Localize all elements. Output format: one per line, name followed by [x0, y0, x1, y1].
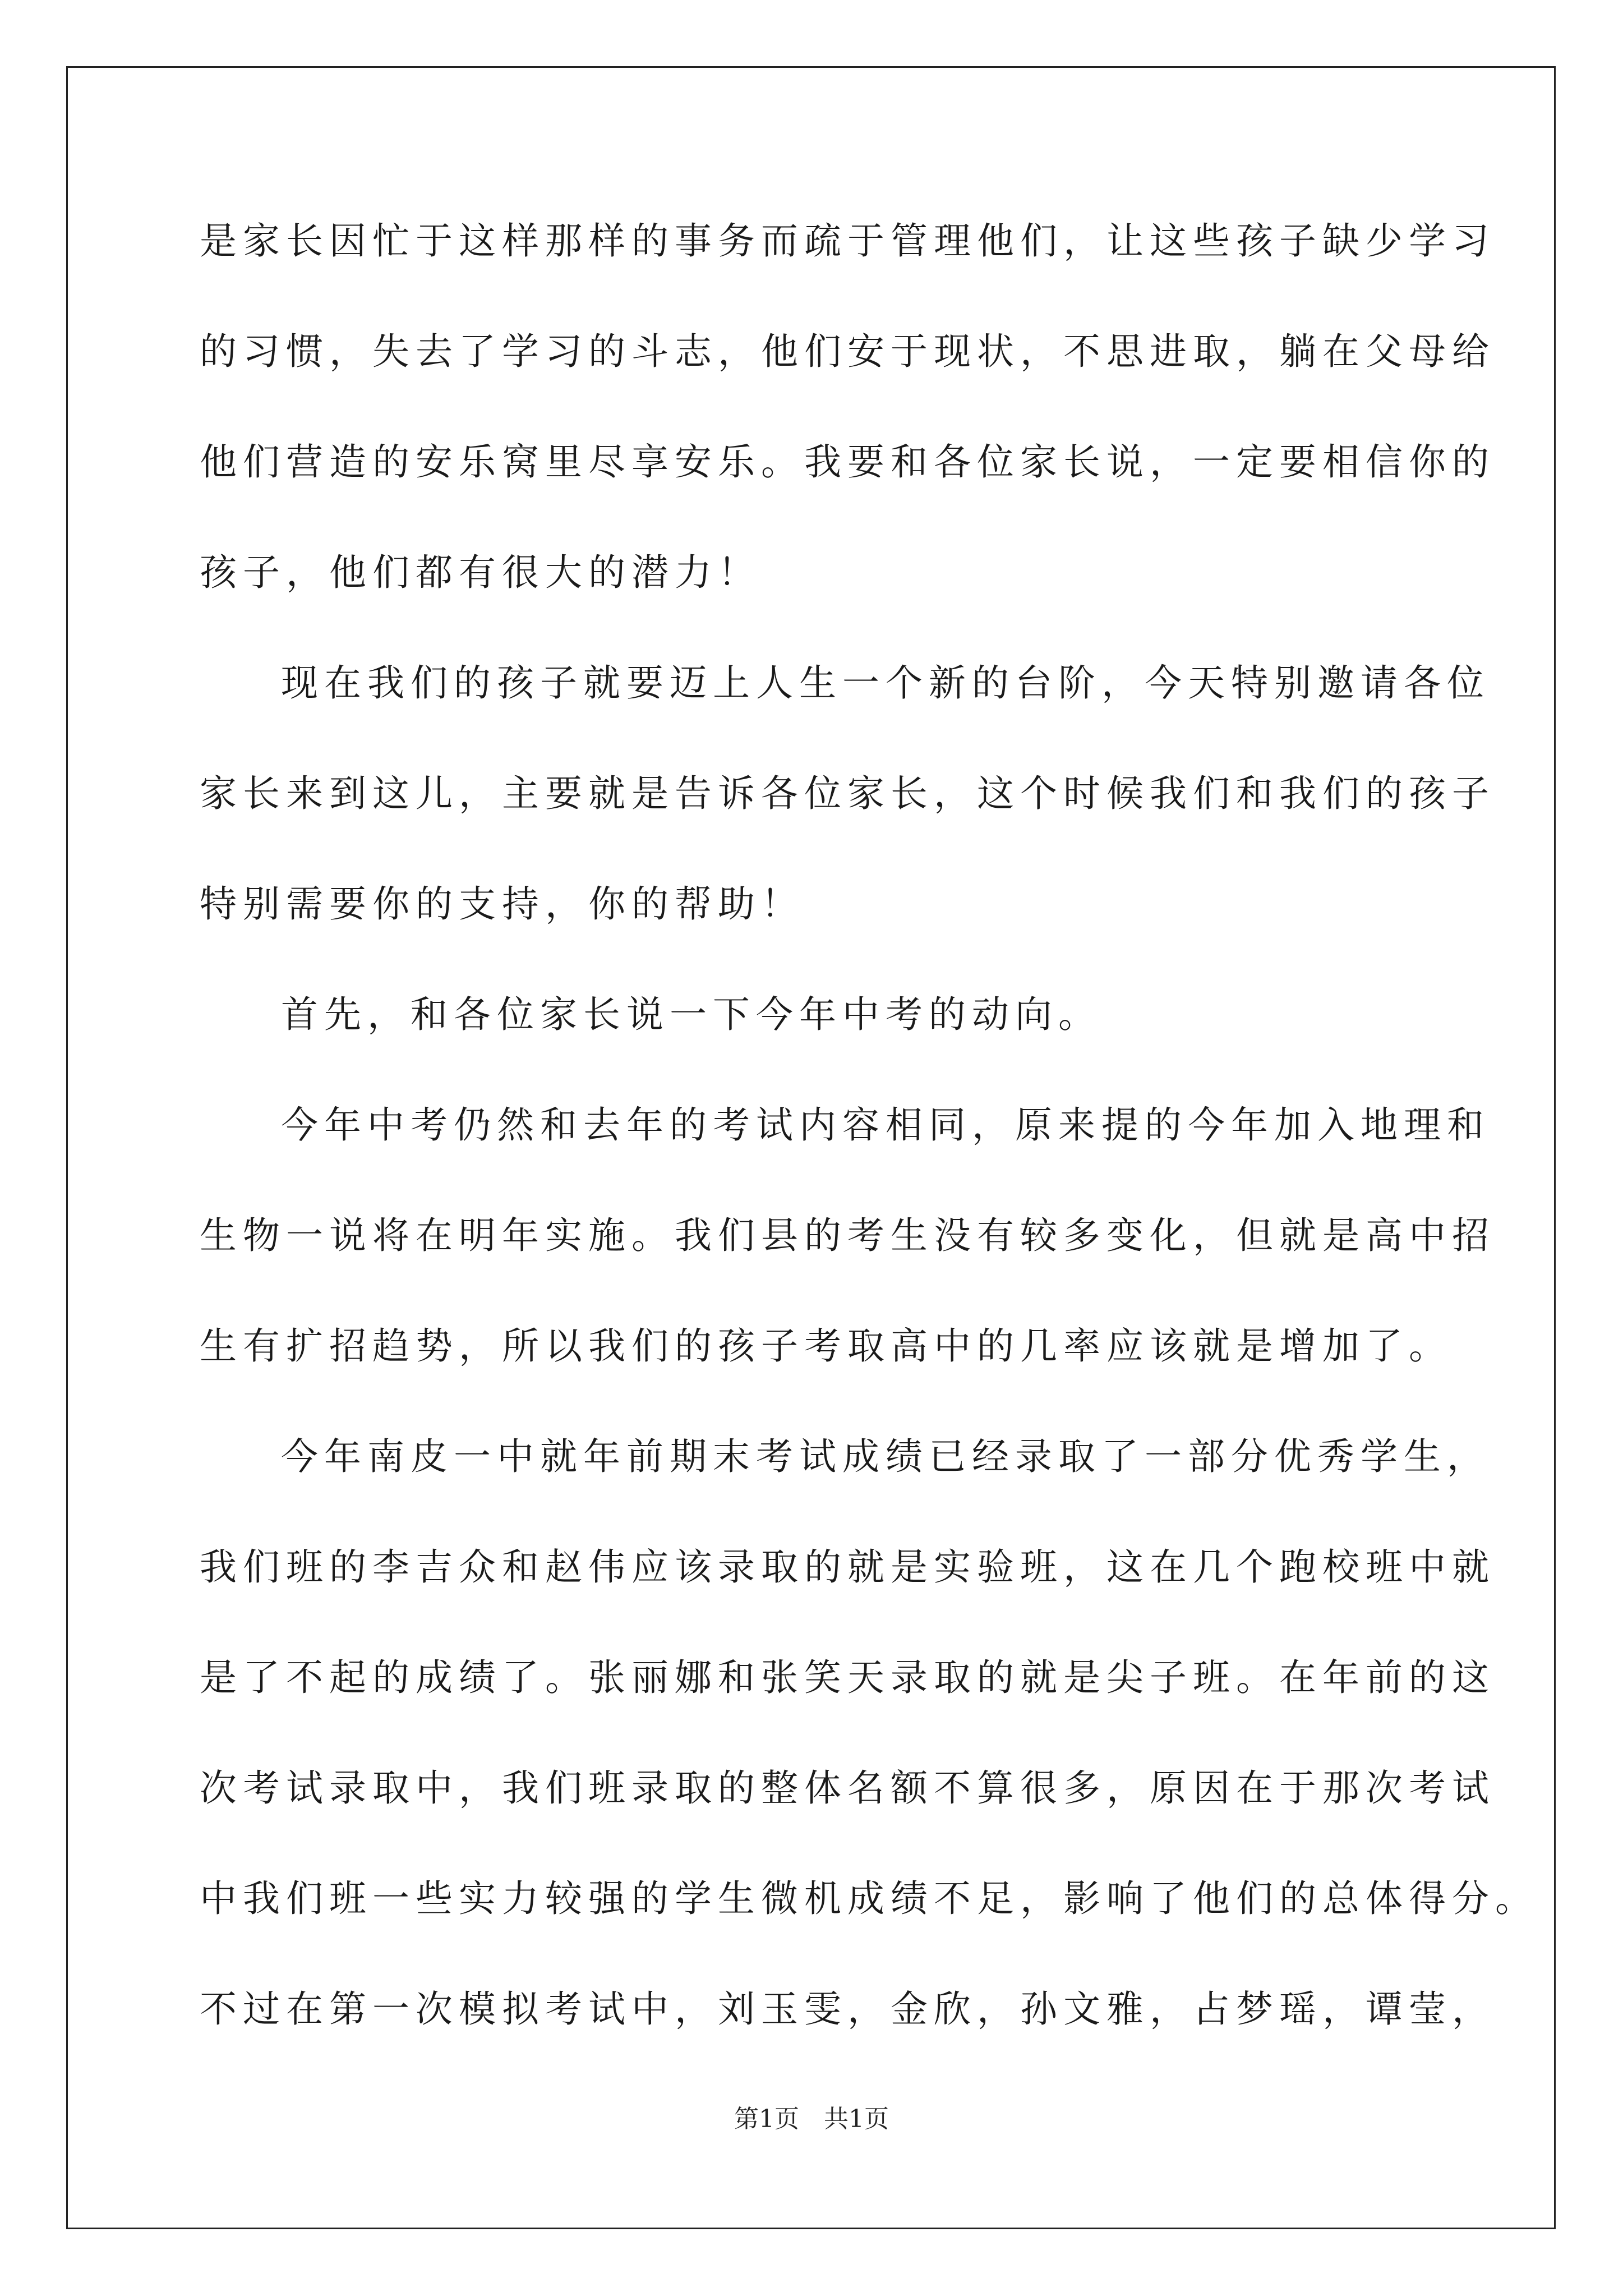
text-line: 孩子，他们都有很大的潜力！: [200, 551, 761, 594]
text-line: 特别需要你的支持，你的帮助！: [200, 882, 804, 926]
text-line: 生有扩招趋势，所以我们的孩子考取高中的几率应该就是增加了。: [200, 1324, 1452, 1368]
text-line: 我们班的李吉众和赵伟应该录取的就是实验班，这在几个跑校班中就: [200, 1545, 1495, 1589]
document-body: [200, 213, 1538, 2092]
text-line: 今年中考仍然和去年的考试内容相同，原来提的今年加入地理和: [281, 1103, 1490, 1147]
text-line: 是了不起的成绩了。张丽娜和张笑天录取的就是尖子班。在年前的这: [200, 1656, 1495, 1699]
text-line: 现在我们的孩子就要迈上人生一个新的台阶，今天特别邀请各位: [281, 661, 1490, 705]
page-footer: 第1页 共1页: [734, 2105, 889, 2133]
text-line: 是家长因忙于这样那样的事务而疏于管理他们，让这些孩子缺少学习: [200, 219, 1495, 263]
text-line: 的习惯，失去了学习的斗志，他们安于现状，不思进取，躺在父母给: [200, 330, 1495, 373]
text-line: 不过在第一次模拟考试中，刘玉雯，金欣，孙文雅，占梦瑶，谭莹，: [200, 1987, 1495, 2031]
text-line: 今年南皮一中就年前期末考试成绩已经录取了一部分优秀学生，: [281, 1435, 1490, 1478]
text-line: 次考试录取中，我们班录取的整体名额不算很多，原因在于那次考试: [200, 1766, 1495, 1810]
text-line: 首先，和各位家长说一下今年中考的动向。: [281, 993, 1101, 1036]
text-line: 中我们班一些实力较强的学生微机成绩不足，影响了他们的总体得分。: [200, 1877, 1538, 1920]
text-line: 家长来到这儿，主要就是告诉各位家长，这个时候我们和我们的孩子: [200, 772, 1495, 815]
text-line: 生物一说将在明年实施。我们县的考生没有较多变化，但就是高中招: [200, 1214, 1495, 1257]
text-line: 他们营造的安乐窝里尽享安乐。我要和各位家长说，一定要相信你的: [200, 440, 1495, 484]
